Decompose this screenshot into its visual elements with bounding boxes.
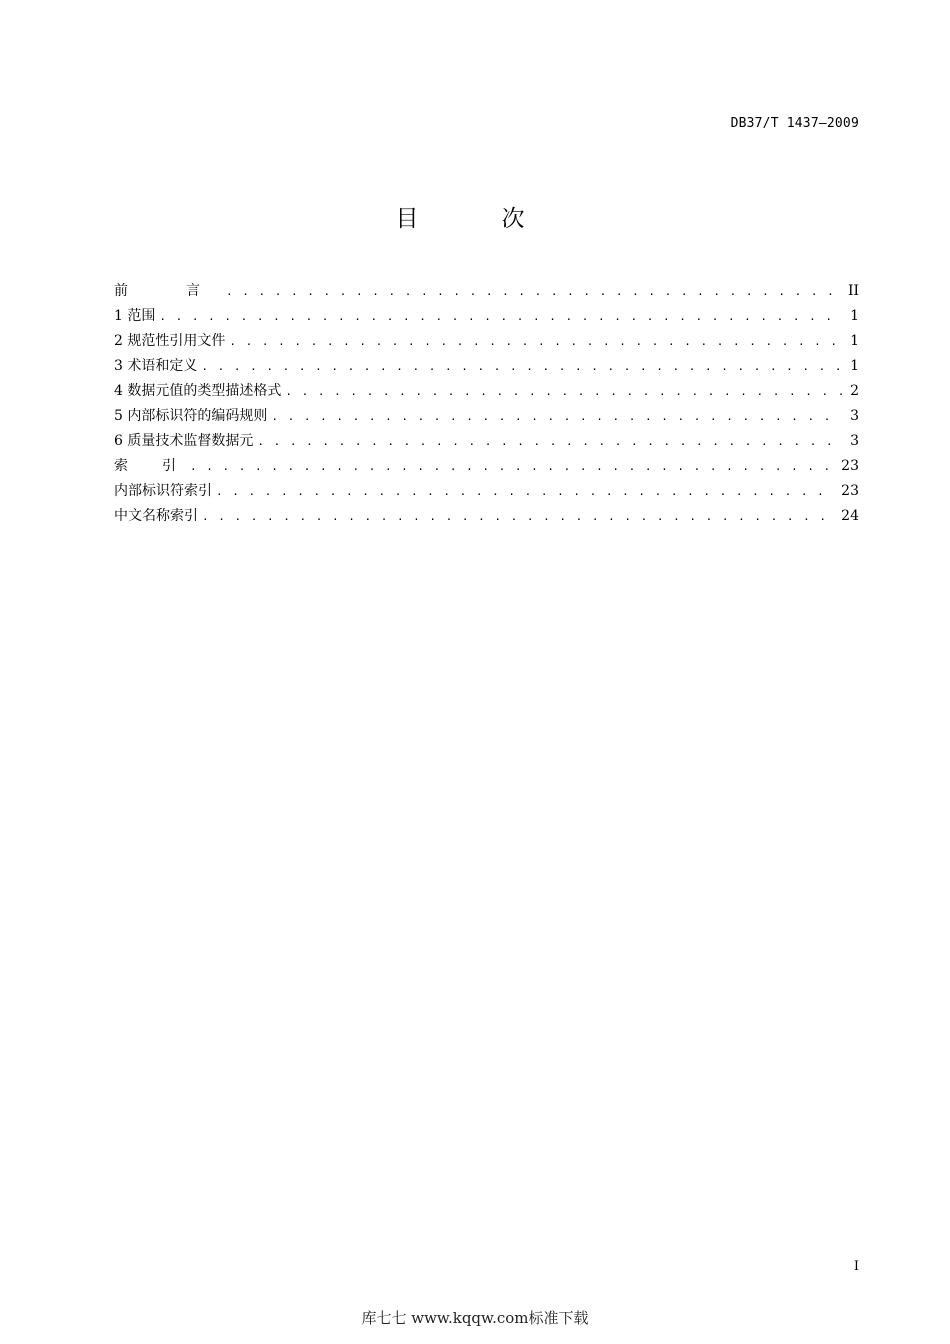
footer-watermark: 库七七 www.kqqw.com标准下载	[361, 1309, 589, 1327]
toc-entry-page: 2	[850, 383, 859, 399]
dot-leader	[257, 429, 842, 454]
toc-entry-label: 中文名称索引	[114, 508, 198, 524]
dot-leader	[229, 329, 842, 354]
dot-leader	[216, 479, 833, 504]
toc-entry-label: 2 规范性引用文件	[114, 333, 226, 349]
toc-entry-page: 1	[850, 358, 859, 374]
toc-entry-page: II	[847, 283, 859, 299]
toc-entry-foreword[interactable]	[114, 279, 859, 304]
toc-entry-page: 3	[850, 408, 859, 424]
table-of-contents	[114, 279, 859, 529]
toc-entry-page: 24	[841, 508, 859, 524]
toc-entry-index[interactable]	[114, 454, 859, 479]
toc-entry-page: 3	[850, 433, 859, 449]
toc-entry-page: 1	[850, 308, 859, 324]
dot-leader	[202, 504, 833, 529]
dot-leader	[201, 354, 842, 379]
toc-entry-label: 索 引	[114, 458, 186, 474]
toc-entry-normative-references[interactable]	[114, 329, 859, 354]
toc-entry-page: 23	[841, 458, 859, 474]
toc-entry-page: 23	[841, 483, 859, 499]
toc-entry-label: 5 内部标识符的编码规则	[114, 408, 268, 424]
toc-title: 目 次	[395, 206, 555, 232]
toc-entry-terms[interactable]	[114, 354, 859, 379]
dot-leader	[285, 379, 842, 404]
toc-entry-label: 1 范围	[114, 308, 156, 324]
toc-entry-value-format[interactable]	[114, 379, 859, 404]
toc-entry-label: 4 数据元值的类型描述格式	[114, 383, 282, 399]
dot-leader	[226, 279, 840, 304]
toc-entry-label: 3 术语和定义	[114, 358, 198, 374]
toc-entry-encoding-rules[interactable]	[114, 404, 859, 429]
toc-entry-label: 内部标识符索引	[114, 483, 212, 499]
dot-leader	[159, 304, 842, 329]
document-code: DB37/T 1437—2009	[730, 116, 859, 131]
toc-entry-label: 6 质量技术监督数据元	[114, 433, 254, 449]
toc-entry-scope[interactable]	[114, 304, 859, 329]
page-number: I	[853, 1259, 859, 1274]
toc-entry-data-elements[interactable]	[114, 429, 859, 454]
dot-leader	[190, 454, 833, 479]
toc-entry-chinese-name-index[interactable]	[114, 504, 859, 529]
dot-leader	[271, 404, 842, 429]
toc-entry-identifier-index[interactable]	[114, 479, 859, 504]
toc-entry-label: 前 言	[114, 283, 222, 299]
toc-entry-page: 1	[850, 333, 859, 349]
